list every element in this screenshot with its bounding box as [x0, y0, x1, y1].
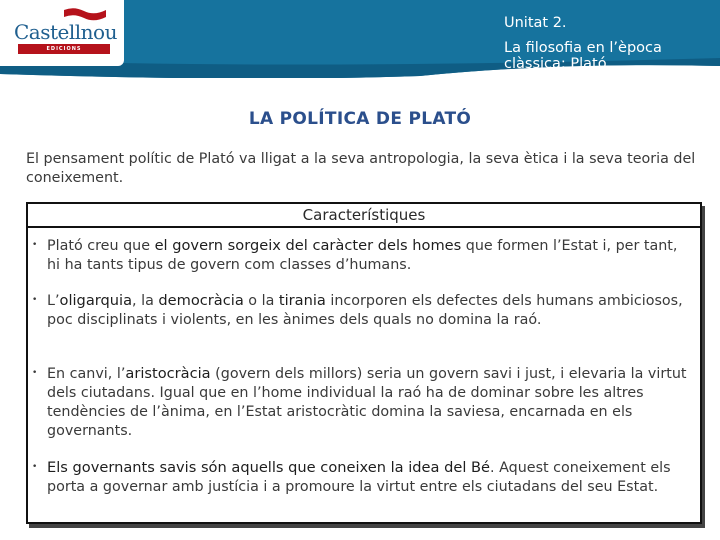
bullet-icon: •	[32, 240, 38, 250]
body-text: En canvi, l’	[47, 366, 126, 382]
body-text: . Aquest coneixement els porta a governar amb justícia i a promoure la virtut entre els ciutadans del seu Estat.	[47, 460, 671, 495]
bullet-icon: •	[32, 462, 38, 472]
emphasis-text: tirania	[278, 292, 326, 309]
list-item-text	[47, 236, 692, 275]
emphasis-text: democràcia	[158, 292, 244, 309]
unit-subtitle: La filosofia en l’època clàssica: Plató	[504, 40, 662, 72]
logo-sub: EDICIONS	[46, 46, 82, 52]
bullet-icon: •	[32, 368, 38, 378]
box-header: Característiques	[28, 204, 700, 228]
body-text: o la	[243, 293, 279, 309]
logo	[0, 0, 124, 66]
emphasis-text: Els governants savis són aquells que coneixen la idea del Bé	[47, 459, 491, 476]
body-text: L’	[47, 293, 60, 309]
page-title: LA POLÍTICA DE PLATÓ	[248, 109, 472, 129]
list-item-text	[47, 291, 692, 330]
body-text: que formen l’Estat i, per tant, hi ha tants tipus de govern com classes d’humans.	[47, 238, 678, 273]
header	[0, 0, 720, 78]
body-text: (govern dels millors) seria un govern savi i just, i elevaria la virtut dels ciutadans. Igual que en l’home individual la raó ha de dominar sobre les altres tendències de l’ànima, en l’Estat aristocràtic domina la saviesa, encarnada en els governants.	[47, 366, 687, 439]
unit-title: Unitat 2.	[504, 15, 567, 31]
bullet-icon: •	[32, 295, 38, 305]
body-text: Plató creu que	[47, 238, 155, 254]
list-item-text	[47, 458, 692, 497]
body-text: , la	[132, 293, 159, 309]
characteristics-box	[26, 202, 702, 524]
emphasis-text: el govern sorgeix del caràcter dels homes	[154, 237, 462, 254]
emphasis-text: aristocràcia	[125, 365, 211, 382]
intro-paragraph: El pensament polític de Plató va lligat a la seva antropologia, la seva ètica i la seva teoria del coneixement.	[26, 151, 696, 186]
body-text: incorporen els defectes dels humans ambiciosos, poc disciplinats i violents, en les ànimes dels quals no domina la raó.	[47, 293, 683, 328]
list-item-text	[47, 364, 692, 441]
emphasis-text: oligarquia	[59, 292, 133, 309]
logo-name: Castellnou	[14, 20, 117, 44]
